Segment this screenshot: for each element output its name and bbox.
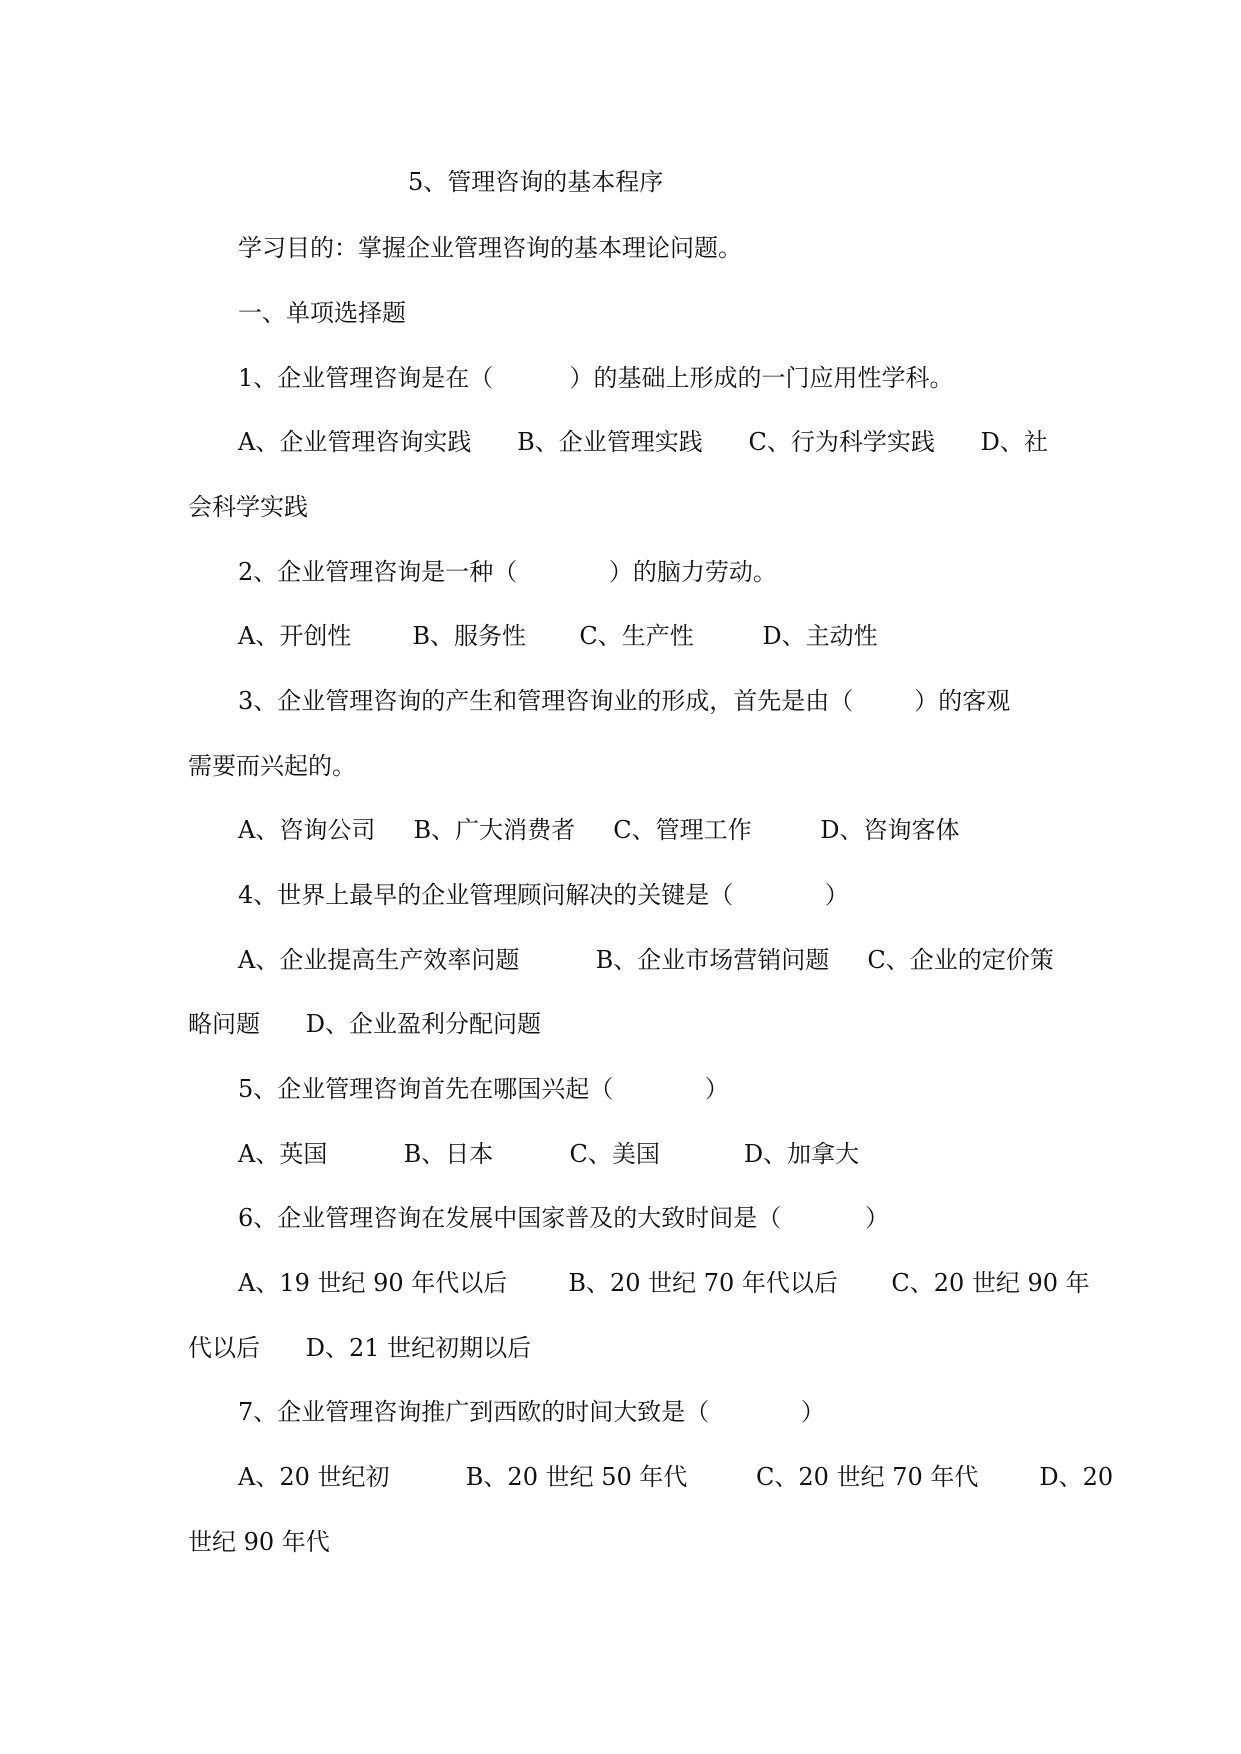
document-title: 5、管理咨询的基本程序 <box>408 168 664 196</box>
question-6-options-cont: 代以后 D、21 世纪初期以后 <box>188 1334 532 1362</box>
question-1: 1、企业管理咨询是在（ ）的基础上形成的一门应用性学科。 <box>238 364 954 392</box>
question-3-cont: 需要而兴起的。 <box>188 752 356 780</box>
question-6-options: A、19 世纪 90 年代以后 B、20 世纪 70 年代以后 C、20 世纪 90 年 <box>238 1269 1090 1297</box>
question-2-options: A、开创性 B、服务性 C、生产性 D、主动性 <box>238 622 878 650</box>
question-3-options: A、咨询公司 B、广大消费者 C、管理工作 D、咨询客体 <box>238 816 960 844</box>
question-4: 4、世界上最早的企业管理顾问解决的关键是（ ） <box>238 881 849 909</box>
question-7-options: A、20 世纪初 B、20 世纪 50 年代 C、20 世纪 70 年代 D、20 <box>238 1463 1114 1491</box>
question-3: 3、企业管理咨询的产生和管理咨询业的形成，首先是由（ ）的客观 <box>238 687 1011 715</box>
section-heading: 一、单项选择题 <box>238 299 406 327</box>
learning-objective: 学习目的：掌握企业管理咨询的基本理论问题。 <box>238 234 742 262</box>
question-7-options-cont: 世纪 90 年代 <box>188 1528 330 1556</box>
question-2: 2、企业管理咨询是一种（ ）的脑力劳动。 <box>238 558 777 586</box>
question-5: 5、企业管理咨询首先在哪国兴起（ ） <box>238 1075 729 1103</box>
question-4-options-cont: 略问题 D、企业盈利分配问题 <box>188 1010 542 1038</box>
question-1-options: A、企业管理咨询实践 B、企业管理实践 C、行为科学实践 D、社 <box>238 428 1048 456</box>
question-4-options: A、企业提高生产效率问题 B、企业市场营销问题 C、企业的定价策 <box>238 946 1054 974</box>
question-1-options-cont: 会科学实践 <box>188 493 308 521</box>
question-7: 7、企业管理咨询推广到西欧的时间大致是（ ） <box>238 1398 825 1426</box>
question-6: 6、企业管理咨询在发展中国家普及的大致时间是（ ） <box>238 1204 890 1232</box>
question-5-options: A、英国 B、日本 C、美国 D、加拿大 <box>238 1140 860 1168</box>
